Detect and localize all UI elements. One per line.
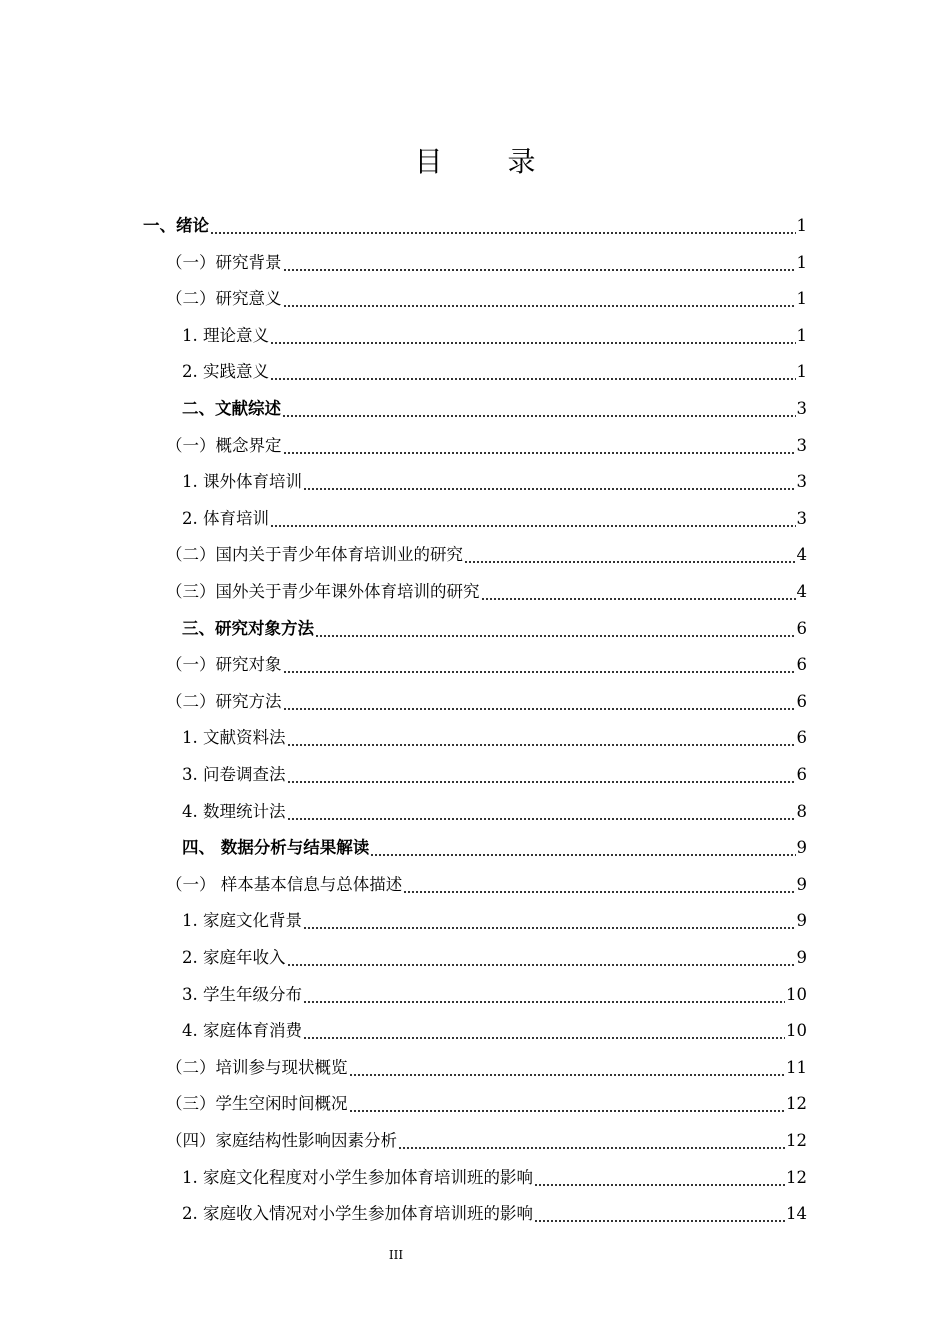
toc-entry[interactable]	[182, 903, 807, 939]
toc-entry-page: 8	[796, 801, 807, 821]
toc-entry-label: （三）国外关于青少年课外体育培训的研究	[166, 582, 480, 601]
toc-leader-dots	[303, 1037, 785, 1039]
toc-leader-dots	[287, 964, 796, 966]
toc-entry-label: 3. 问卷调查法	[182, 765, 286, 784]
toc-entry-page: 9	[796, 874, 807, 894]
toc-leader-dots	[481, 598, 796, 600]
toc-entry[interactable]	[143, 208, 807, 244]
toc-entry-label: 4. 数理统计法	[182, 801, 286, 821]
toc-entry-page: 1	[796, 325, 807, 345]
toc-leader-dots	[315, 635, 796, 637]
toc-entry[interactable]	[182, 1196, 807, 1232]
toc-entry[interactable]	[166, 537, 807, 573]
toc-leader-dots	[349, 1110, 786, 1112]
toc-entry-label: （一） 样本基本信息与总体描述	[166, 874, 403, 894]
toc-entry[interactable]	[182, 757, 807, 793]
toc-entry-page: 6	[796, 618, 807, 638]
toc-leader-dots	[370, 854, 795, 856]
toc-entry-label: 1. 课外体育培训	[182, 472, 302, 492]
toc-entry[interactable]	[182, 354, 807, 390]
toc-leader-dots	[283, 671, 796, 673]
toc-entry[interactable]	[166, 574, 807, 610]
toc-leader-dots	[403, 891, 795, 893]
toc-leader-dots	[270, 342, 796, 344]
toc-entry-page: 11	[786, 1057, 807, 1077]
toc-entry-label: 1. 家庭文化程度对小学生参加体育培训班的影响	[182, 1167, 533, 1187]
toc-entry[interactable]	[182, 391, 807, 427]
toc-entry[interactable]	[166, 1086, 807, 1122]
toc-entry[interactable]	[182, 464, 807, 500]
toc-entry[interactable]	[182, 977, 807, 1013]
toc-leader-dots	[282, 415, 796, 417]
toc-leader-dots	[303, 488, 796, 490]
toc-entry-label: （二）培训参与现状概览	[166, 1057, 348, 1077]
toc-entry-label: 二、文献综述	[182, 399, 281, 418]
toc-entry-label: 2. 实践意义	[182, 362, 269, 382]
toc-entry[interactable]	[182, 720, 807, 756]
toc-entry-page: 12	[786, 1167, 807, 1187]
toc-entry-label: （一）概念界定	[166, 435, 282, 455]
toc-entry-page: 1	[796, 252, 807, 272]
toc-leader-dots	[270, 525, 796, 527]
toc-leader-dots	[398, 1147, 785, 1149]
toc-entry-label: （二）国内关于青少年体育培训业的研究	[166, 545, 463, 565]
toc-leader-dots	[534, 1220, 785, 1222]
toc-entry-page: 1	[796, 362, 807, 382]
toc-entry-page: 3	[796, 399, 807, 418]
toc-entry[interactable]	[166, 245, 807, 281]
toc-entry-page: 1	[796, 289, 807, 309]
toc-entry-page: 10	[786, 984, 807, 1004]
toc-entry-page: 6	[796, 728, 807, 748]
toc-leader-dots	[349, 1074, 786, 1076]
toc-entry[interactable]	[166, 1123, 807, 1159]
toc-entry-label: （二）研究意义	[166, 289, 282, 309]
toc-entry[interactable]	[182, 501, 807, 537]
toc-entry-label: 1. 文献资料法	[182, 728, 286, 748]
toc-entry[interactable]	[166, 867, 807, 903]
toc-entry-label: 2. 家庭收入情况对小学生参加体育培训班的影响	[182, 1204, 533, 1224]
toc-entry-label: 三、研究对象方法	[182, 618, 314, 638]
toc-entry-page: 3	[796, 472, 807, 492]
toc-entry[interactable]	[182, 318, 807, 354]
toc-leader-dots	[270, 378, 796, 380]
toc-entry[interactable]	[166, 647, 807, 683]
toc-entry-page: 6	[796, 655, 807, 675]
toc-entry-label: （一）研究对象	[166, 655, 282, 675]
toc-entry-page: 6	[796, 765, 807, 784]
toc-entry[interactable]	[166, 281, 807, 317]
toc-entry-page: 3	[796, 435, 807, 455]
toc-entry-label: 1. 家庭文化背景	[182, 911, 302, 931]
toc-leader-dots	[283, 305, 796, 307]
toc-leader-dots	[534, 1184, 785, 1186]
toc-entry[interactable]	[166, 428, 807, 464]
toc-entry-page: 9	[796, 948, 807, 967]
toc-entry[interactable]	[182, 1013, 807, 1049]
toc-entry[interactable]	[182, 830, 807, 866]
toc-entry[interactable]	[182, 940, 807, 976]
toc-entry-page: 9	[796, 838, 807, 858]
toc-entry-label: 四、 数据分析与结果解读	[182, 838, 370, 858]
toc-entry-label: 2. 体育培训	[182, 508, 269, 528]
toc-entry-page: 12	[786, 1094, 807, 1114]
toc-entry-page: 12	[786, 1131, 807, 1150]
toc-leader-dots	[303, 1001, 785, 1003]
toc-entry-label: 3. 学生年级分布	[182, 984, 302, 1004]
toc-entry-page: 4	[796, 545, 807, 565]
toc-leader-dots	[303, 927, 796, 929]
toc-entry-label: （四）家庭结构性影响因素分析	[166, 1131, 397, 1150]
toc-entry-label: 1. 理论意义	[182, 325, 269, 345]
toc-leader-dots	[283, 708, 796, 710]
toc-entry-page: 4	[796, 582, 807, 601]
toc-leader-dots	[210, 232, 796, 234]
toc-leader-dots	[287, 781, 796, 783]
toc-entry-page: 6	[796, 691, 807, 711]
toc-leader-dots	[287, 818, 796, 820]
toc-entry[interactable]	[182, 611, 807, 647]
toc-entry-page: 9	[796, 911, 807, 931]
toc-entry-page: 1	[796, 216, 807, 235]
toc-title: 目 录	[414, 145, 564, 178]
toc-leader-dots	[464, 561, 796, 563]
toc-entry[interactable]	[166, 684, 807, 720]
toc-entry[interactable]	[166, 1050, 807, 1086]
toc-leader-dots	[283, 269, 796, 271]
toc-entry-label: 一、绪论	[143, 216, 209, 235]
toc-entry-label: （二）研究方法	[166, 691, 282, 711]
toc-entry-page: 10	[786, 1021, 807, 1041]
toc-entry[interactable]	[182, 1160, 807, 1196]
toc-entry-label: （一）研究背景	[166, 252, 282, 272]
toc-entry-label: 4. 家庭体育消费	[182, 1021, 302, 1041]
toc-entry-label: （三）学生空闲时间概况	[166, 1094, 348, 1114]
toc-entry[interactable]	[182, 794, 807, 830]
toc-entry-page: 14	[786, 1204, 807, 1224]
toc-leader-dots	[283, 452, 796, 454]
toc-leader-dots	[287, 744, 796, 746]
toc-entry-page: 3	[796, 508, 807, 528]
toc-entry-label: 2. 家庭年收入	[182, 948, 286, 967]
page-number: III	[388, 1248, 404, 1262]
